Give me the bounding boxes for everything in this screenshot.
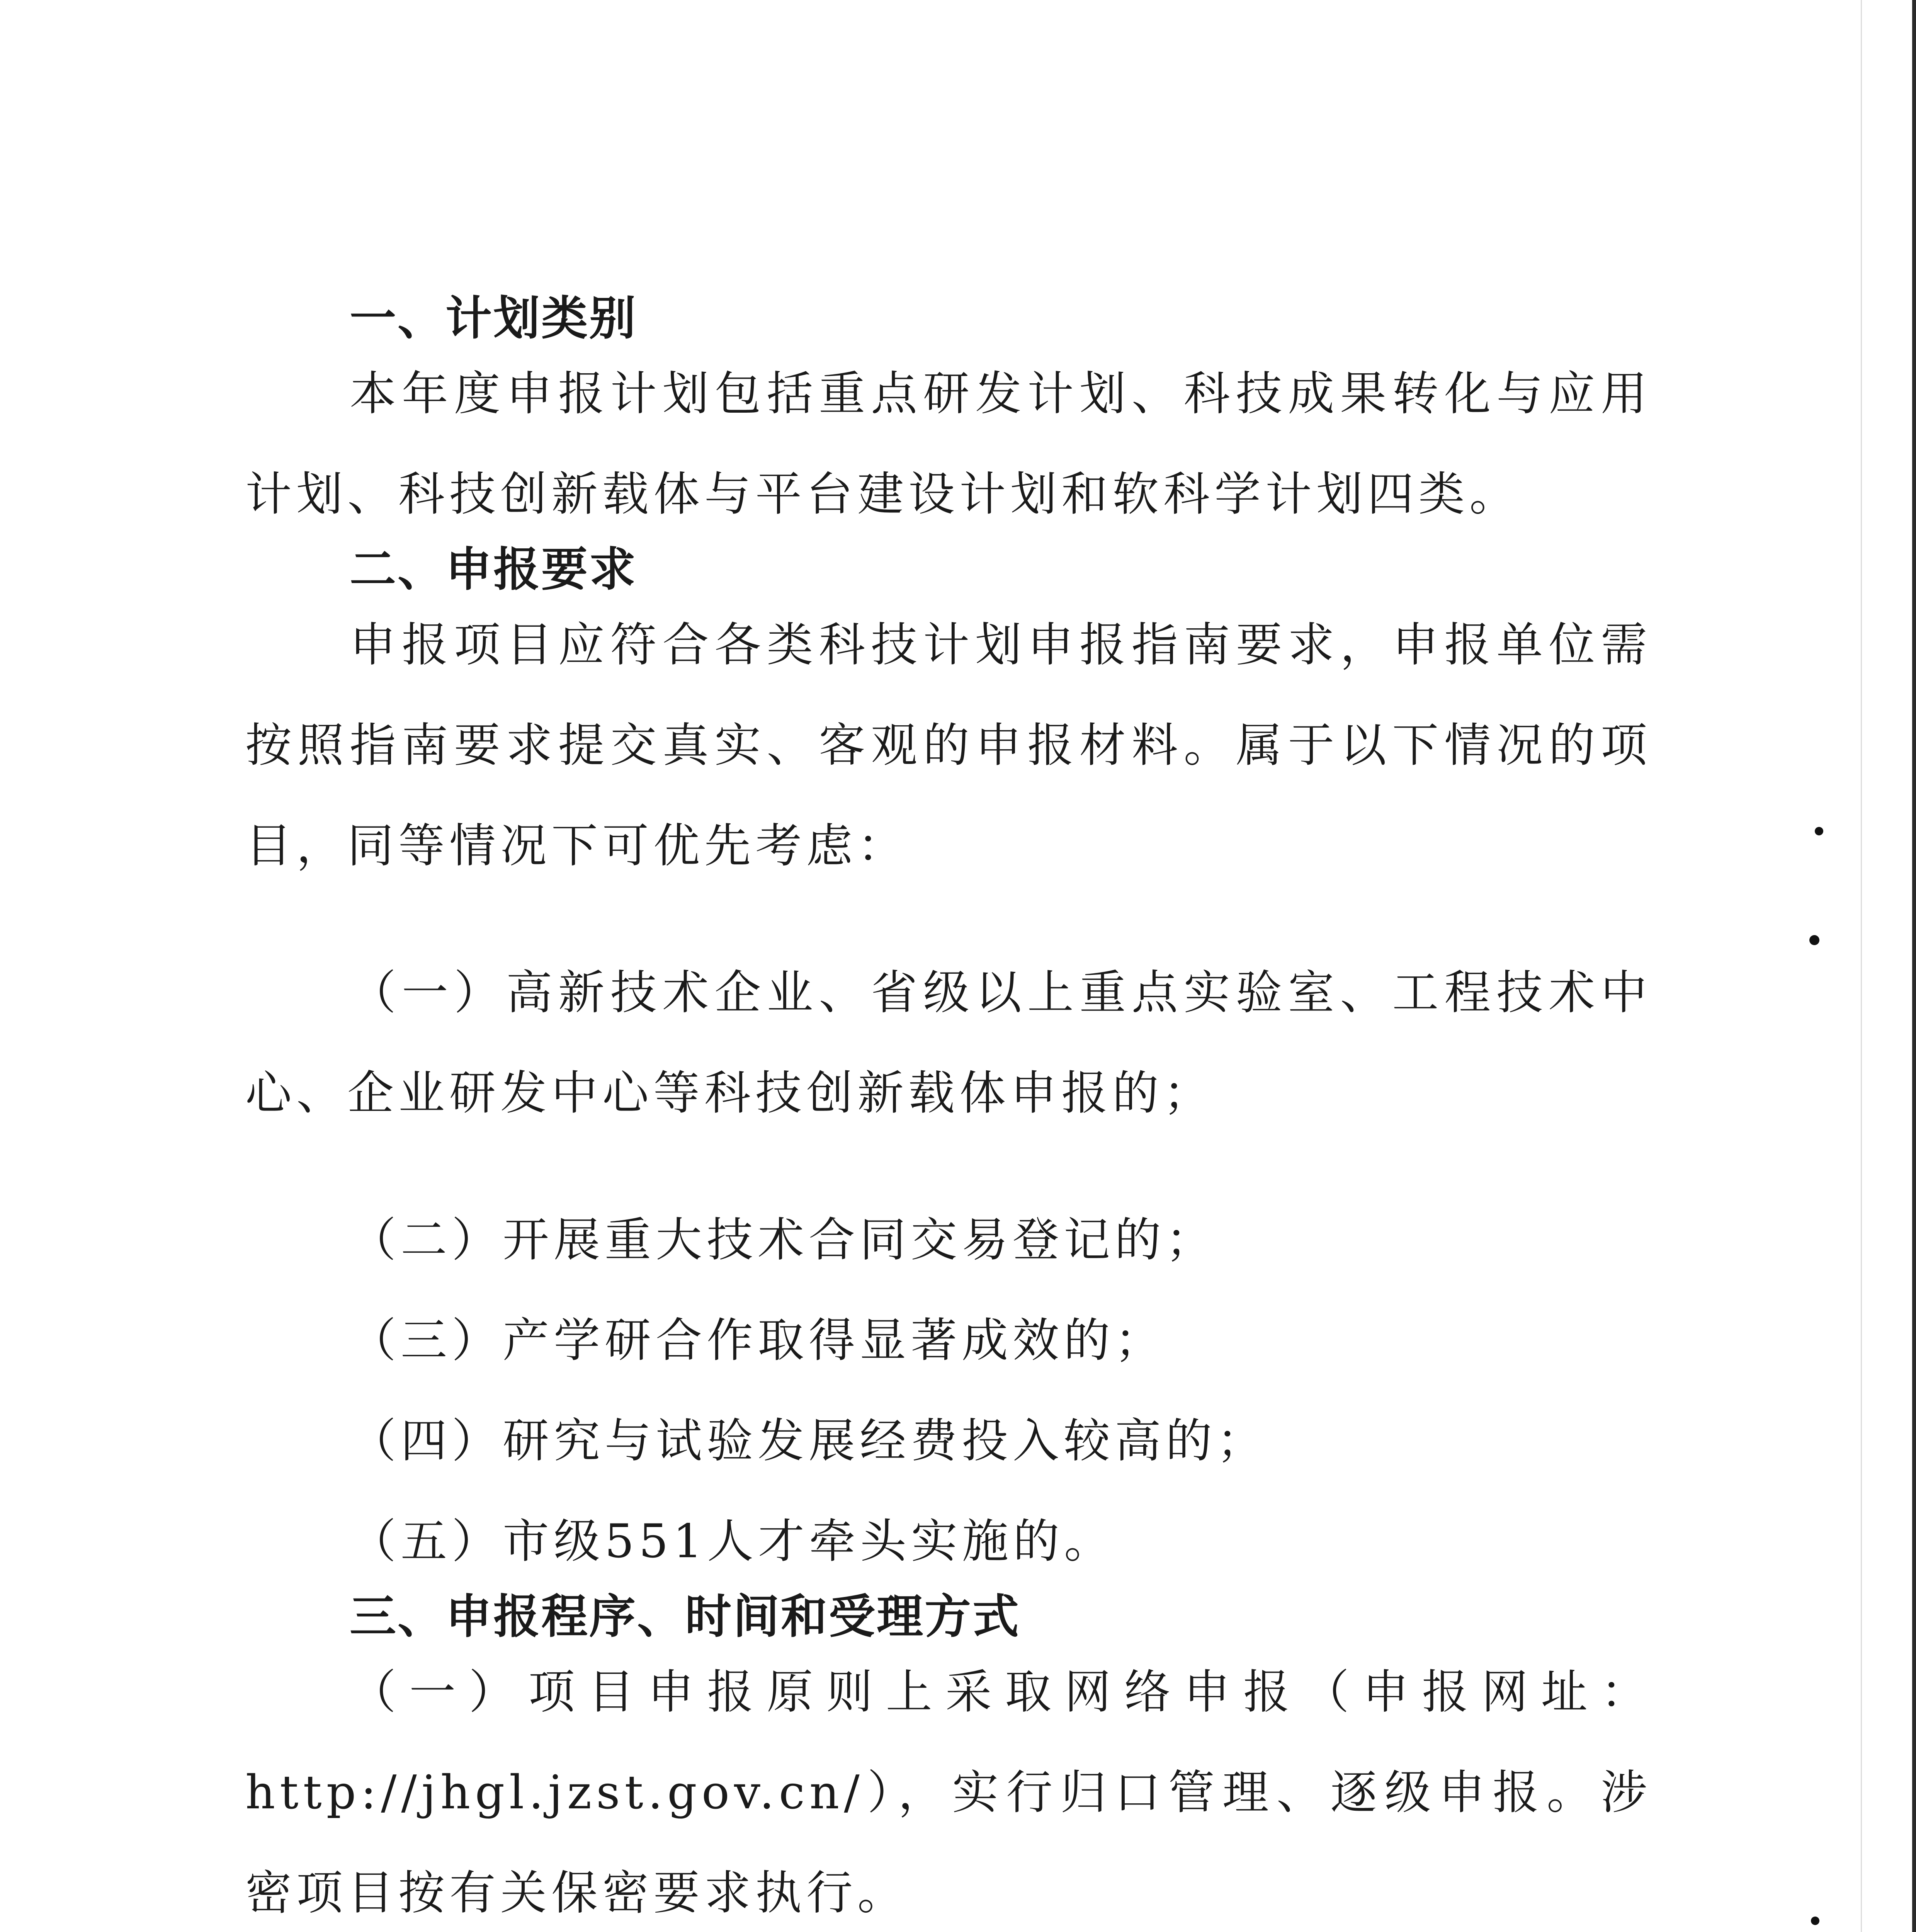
list-item: （三）产学研合作取得显著成效的； xyxy=(350,1314,1166,1367)
paragraph: 本年度申报计划包括重点研发计划、科技成果转化与应用计划、科技创新载体与平台建设计划和软科学计划四类。 xyxy=(245,367,1652,521)
section-heading: 二、申报要求 xyxy=(350,543,637,597)
paragraph: （一）项目申报原则上采取网络申报（申报网址：http://jhgl.jzst.gov.cn/），实行归口管理、逐级申报。涉密项目按有关保密要求执行。 xyxy=(245,1665,1652,1920)
section-plan-categories xyxy=(245,294,1652,545)
list-item: （二）开展重大技术合同交易登记的； xyxy=(350,1213,1217,1267)
scan-edge-right xyxy=(1912,0,1916,1932)
scan-speck xyxy=(1811,1917,1819,1925)
list-item: （五）市级551人才牵头实施的。 xyxy=(350,1515,1115,1568)
section-heading: 一、计划类别 xyxy=(350,292,637,345)
section-procedure-time-method xyxy=(245,1592,1652,1932)
section-heading: 三、申报程序、时间和受理方式 xyxy=(350,1590,1020,1644)
section-application-requirements xyxy=(245,545,1652,1592)
paragraph: 申报项目应符合各类科技计划申报指南要求，申报单位需按照指南要求提交真实、客观的申报材料。属于以下情况的项目，同等情况下可优先考虑： xyxy=(245,618,1652,873)
list-item: （一）高新技术企业、省级以上重点实验室、工程技术中心、企业研发中心等科技创新载体申报的； xyxy=(245,966,1652,1120)
list-item: （四）研究与试验发展经费投入较高的； xyxy=(350,1414,1268,1468)
scan-artifact-line xyxy=(1861,0,1862,1932)
scan-speck xyxy=(1815,827,1823,835)
scan-speck xyxy=(1809,935,1819,945)
document-body xyxy=(245,294,1652,1932)
